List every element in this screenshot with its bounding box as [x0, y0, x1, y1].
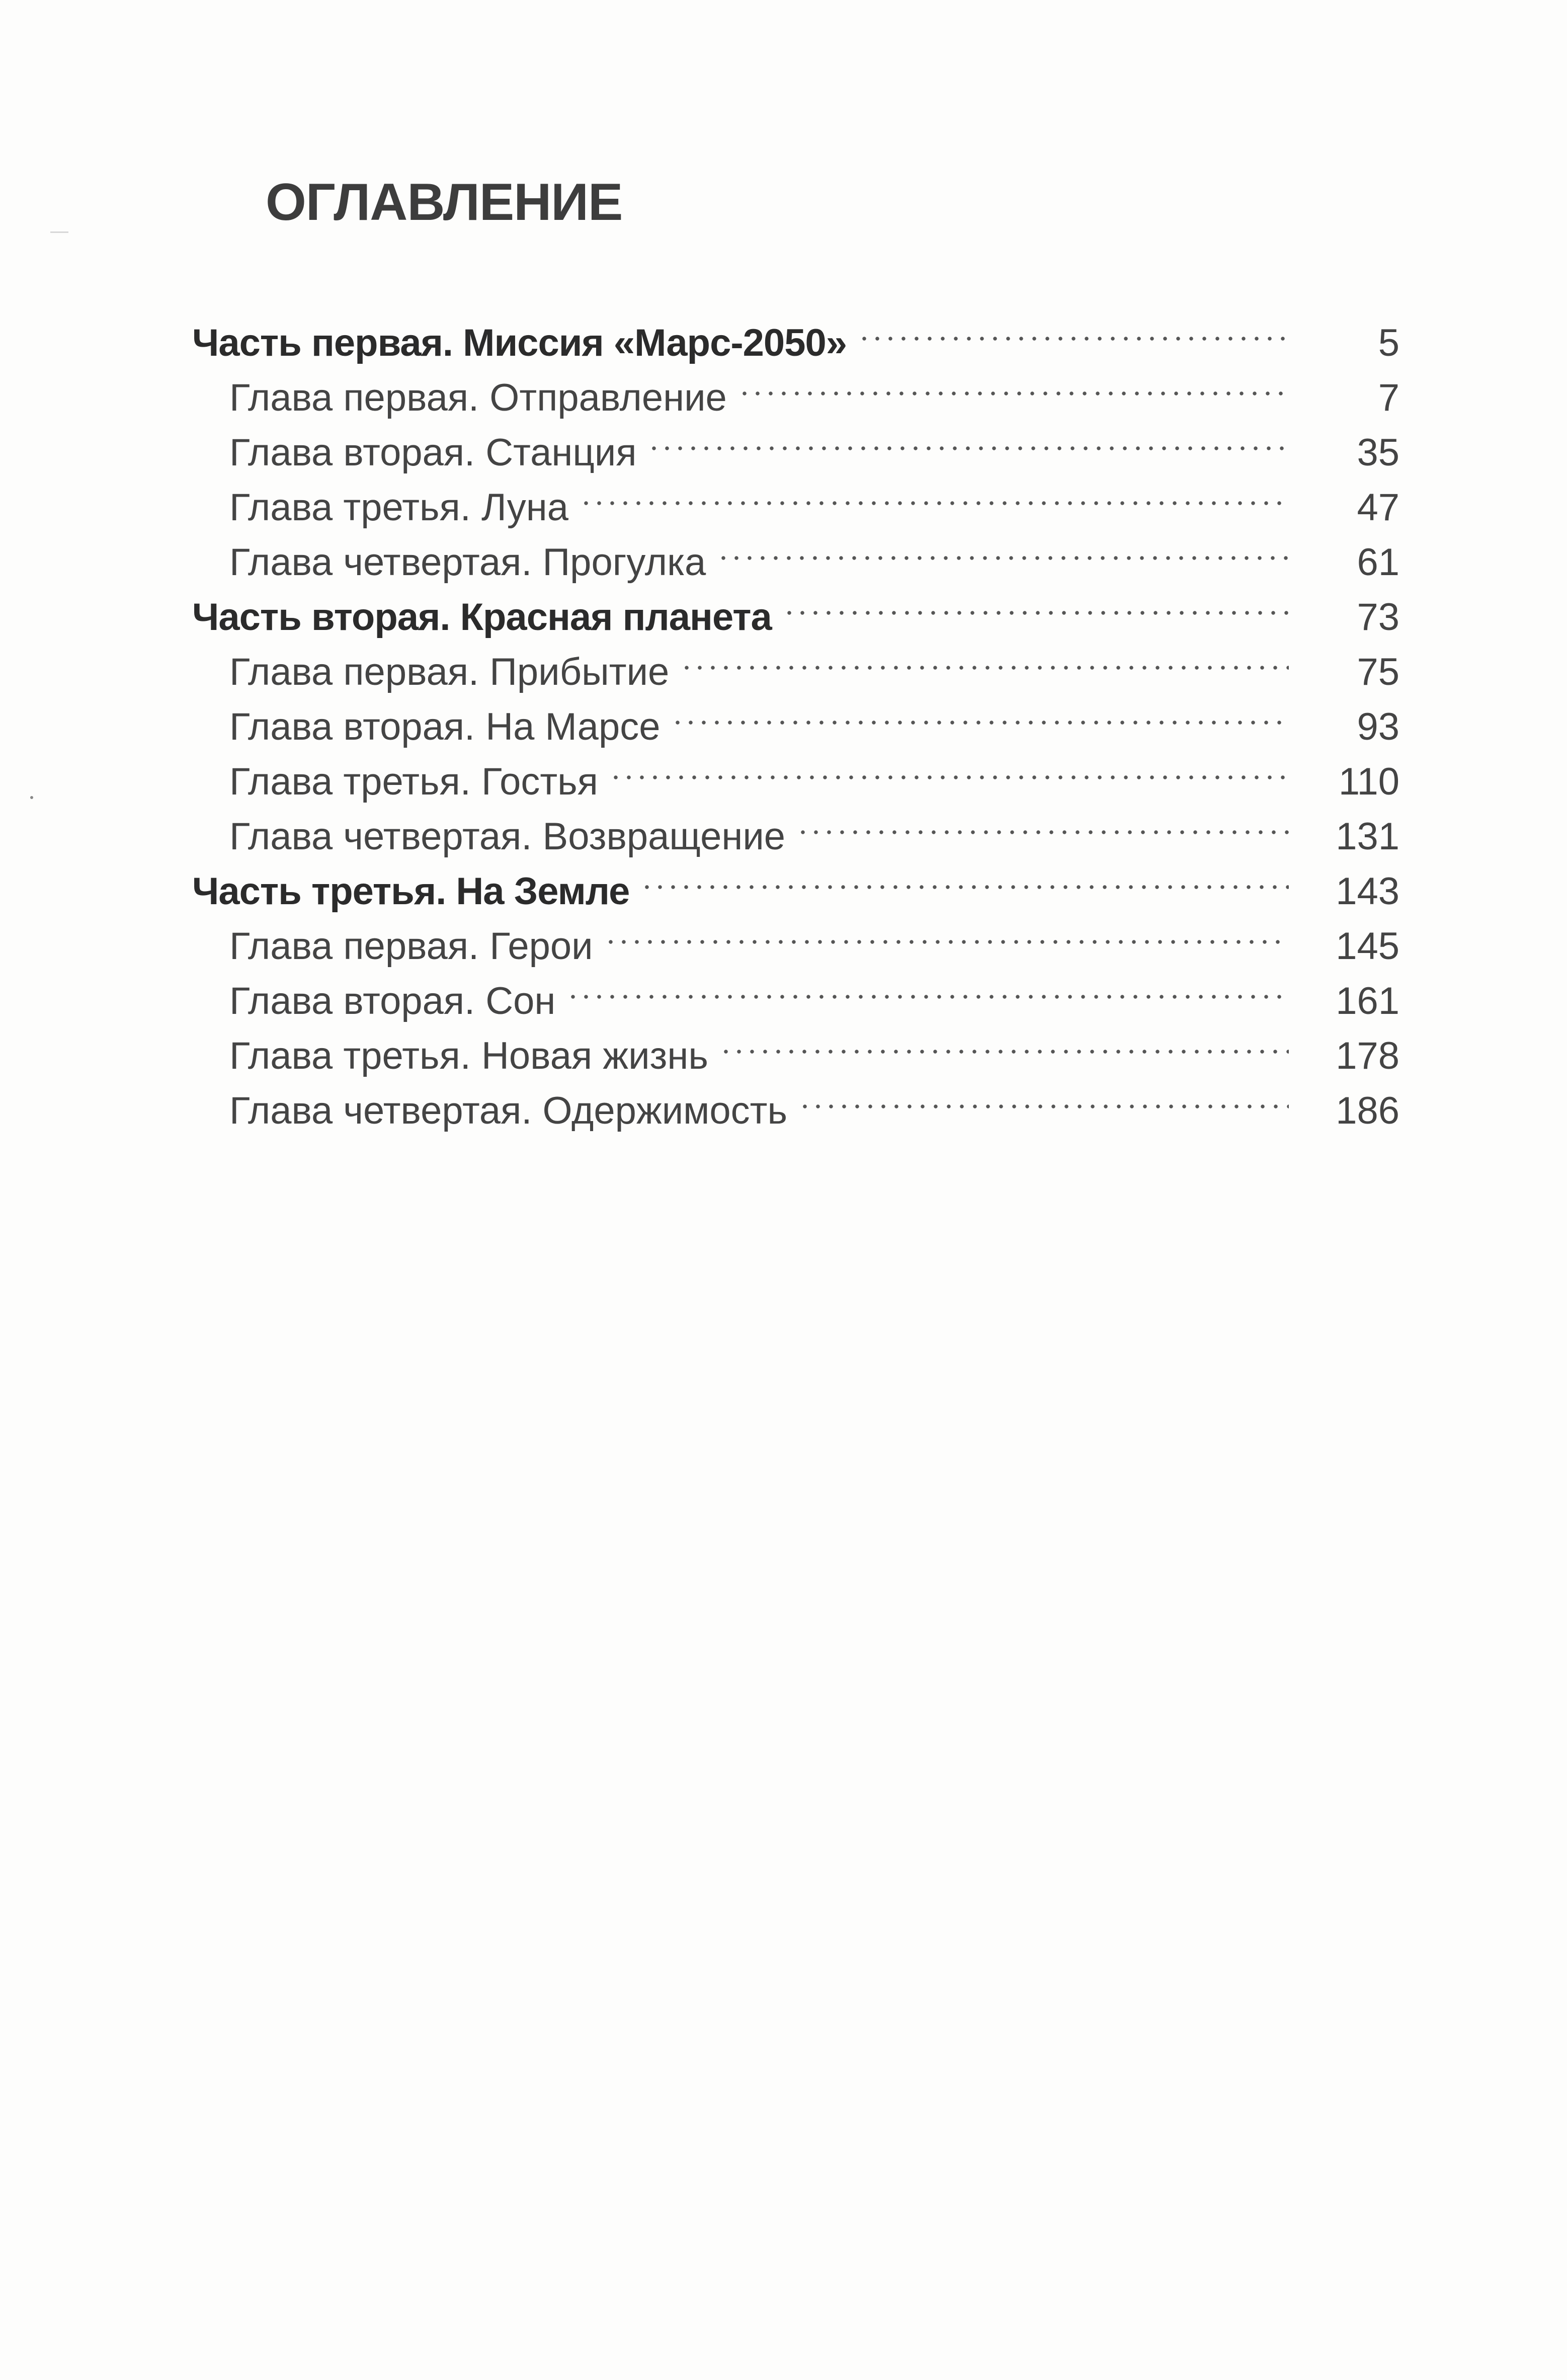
toc-entry: [192, 356, 1399, 419]
toc-entry-label: Глава третья. Новая жизнь: [192, 1028, 719, 1083]
toc-entry-page: 75: [1357, 651, 1399, 693]
table-of-contents: [192, 301, 1399, 1132]
dot-leader: [609, 740, 1289, 795]
toc-entry-page: 5: [1378, 322, 1399, 364]
toc-entry-label: Часть третья. На Земле: [192, 864, 640, 919]
toc-entry-label: Глава первая. Прибытие: [192, 645, 680, 699]
toc-entry-page: 61: [1357, 541, 1399, 584]
toc-entry-label: Глава первая. Герои: [192, 919, 604, 974]
toc-entry: [192, 1069, 1399, 1132]
toc-entry: [192, 630, 1399, 693]
dot-leader: [640, 849, 1289, 904]
dot-leader: [858, 301, 1289, 356]
toc-entry-page: 145: [1336, 925, 1399, 968]
toc-entry-label: Глава третья. Гостья: [192, 754, 609, 809]
toc-entry-page: 35: [1357, 431, 1399, 474]
dot-leader: [796, 795, 1289, 849]
dot-leader: [604, 904, 1289, 959]
toc-entry: [192, 301, 1399, 364]
toc-entry-page: 47: [1357, 486, 1399, 529]
toc-entry-page: 186: [1336, 1089, 1399, 1132]
toc-entry: [192, 1014, 1399, 1077]
toc-entry-label: Глава вторая. На Марсе: [192, 699, 671, 754]
toc-entry-label: Глава вторая. Станция: [192, 425, 647, 480]
scan-edge-mark: [50, 231, 68, 233]
toc-entry: [192, 795, 1399, 858]
page-title: ОГЛАВЛЕНИЕ: [266, 173, 623, 231]
toc-entry: [192, 465, 1399, 529]
scan-dust-dot: [30, 796, 33, 799]
toc-entry: [192, 520, 1399, 584]
toc-entry-page: 73: [1357, 596, 1399, 639]
dot-leader: [717, 520, 1289, 575]
dot-leader: [738, 356, 1289, 411]
toc-entry-label: Глава третья. Луна: [192, 480, 580, 535]
toc-entry-page: 110: [1338, 760, 1399, 803]
toc-entry-page: 161: [1336, 980, 1399, 1022]
dot-leader: [783, 575, 1289, 630]
toc-entry-label: Глава четвертая. Возвращение: [192, 809, 796, 864]
dot-leader: [798, 1069, 1289, 1124]
toc-entry-page: 93: [1357, 705, 1399, 748]
toc-entry-label: Глава вторая. Сон: [192, 974, 566, 1028]
toc-entry-page: 131: [1336, 815, 1399, 858]
toc-entry-page: 178: [1336, 1035, 1399, 1077]
dot-leader: [680, 630, 1289, 685]
dot-leader: [719, 1014, 1289, 1069]
dot-leader: [580, 465, 1289, 520]
dot-leader: [647, 411, 1289, 465]
dot-leader: [566, 959, 1289, 1014]
toc-entry: [192, 575, 1399, 639]
toc-entry-label: Глава четвертая. Прогулка: [192, 535, 717, 590]
toc-entry: [192, 411, 1399, 474]
toc-entry: [192, 904, 1399, 968]
toc-entry: [192, 685, 1399, 748]
toc-entry-page: 7: [1378, 376, 1399, 419]
toc-entry: [192, 849, 1399, 913]
toc-entry: [192, 959, 1399, 1022]
toc-entry-label: Часть вторая. Красная планета: [192, 590, 783, 645]
toc-entry-label: Глава первая. Отправление: [192, 370, 738, 425]
toc-entry: [192, 740, 1399, 803]
toc-entry-page: 143: [1336, 870, 1399, 913]
dot-leader: [671, 685, 1289, 740]
toc-entry-label: Часть первая. Миссия «Марс-2050»: [192, 315, 858, 370]
toc-entry-label: Глава четвертая. Одержимость: [192, 1083, 798, 1138]
